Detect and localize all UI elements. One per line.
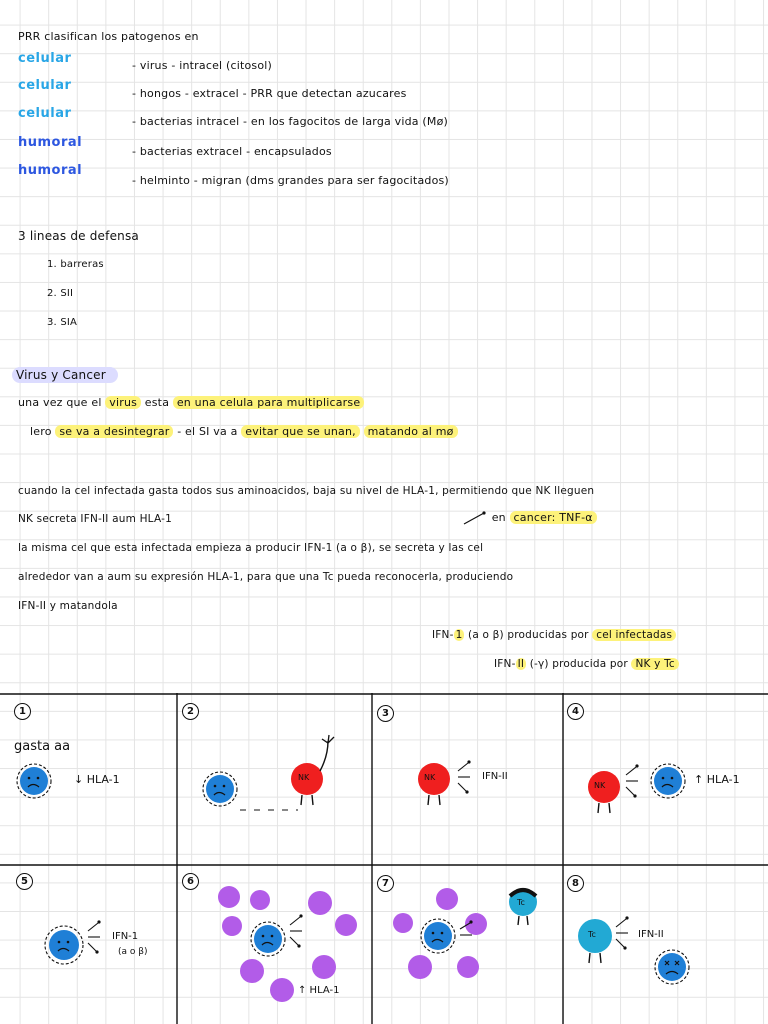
highlight: matando al mø — [364, 425, 458, 438]
secretion-arrows-icon — [624, 763, 646, 799]
nk-label: NK — [594, 781, 606, 790]
type-label: humoral — [18, 135, 83, 150]
highlight: virus — [105, 396, 141, 409]
paragraph-line: alrededor van a aum su expresión HLA-1, para que una Tc pueda reconocerla, produciendo — [18, 571, 514, 583]
text-fragment: lero — [30, 425, 52, 438]
defense-item: 1. barreras — [47, 259, 104, 270]
panel-number: 7 — [377, 875, 394, 892]
highlight: en una celula para multiplicarse — [173, 396, 364, 409]
text-fragment: en — [491, 511, 506, 524]
text-fragment: esta — [144, 396, 170, 409]
infected-cell-icon — [648, 761, 688, 801]
panel-number: 6 — [182, 873, 199, 890]
tc-cell-icon — [576, 917, 616, 967]
type-desc: - bacterias intracel - en los fagocitos de larga vida (Mø) — [132, 115, 449, 128]
infected-cell-icon — [42, 923, 86, 967]
panel-number: 5 — [16, 873, 33, 890]
ifn-row-1 — [432, 629, 676, 641]
nk-label: NK — [298, 773, 310, 782]
panel-1-title: gasta aa — [14, 739, 71, 754]
type-desc: - hongos - extracel - PRR que detectan azucares — [132, 87, 407, 100]
ifn-1-type-label: (a o β) — [118, 947, 148, 957]
secretion-arrows-icon — [456, 759, 480, 795]
highlight: NK y Tc — [631, 658, 678, 670]
secretion-arrows-icon — [86, 919, 108, 955]
infected-cell-icon — [418, 916, 458, 956]
purple-cell — [222, 916, 242, 936]
nk-cell-icon — [414, 759, 458, 809]
defense-item: 2. SII — [47, 288, 74, 299]
tc-label: Tc — [517, 898, 525, 907]
type-desc: - bacterias extracel - encapsulados — [132, 145, 332, 158]
ifn-ii-label: IFN-II — [638, 929, 664, 940]
type-label: celular — [18, 106, 72, 121]
infected-cell-icon — [14, 761, 54, 801]
purple-cell — [335, 914, 357, 936]
defense-item: 3. SIA — [47, 317, 78, 328]
type-label: humoral — [18, 163, 83, 178]
paragraph-aside — [462, 510, 597, 526]
text-fragment: IFN- — [494, 658, 516, 670]
virus-cancer-line-1 — [18, 396, 364, 409]
text-fragment: (-γ) producida por — [529, 658, 628, 670]
hla-up-label: ↑ HLA-1 — [298, 985, 340, 996]
purple-cell — [218, 886, 240, 908]
purple-cell — [250, 890, 270, 910]
text-fragment: IFN- — [432, 629, 454, 641]
purple-cell — [312, 955, 336, 979]
ifn-1-label: IFN-1 — [112, 931, 139, 942]
highlight: evitar que se unan, — [241, 425, 360, 438]
panel-number: 4 — [567, 703, 584, 720]
panel-number: 3 — [377, 705, 394, 722]
nk-cell-icon — [584, 767, 628, 817]
purple-cell — [436, 888, 458, 910]
purple-cell — [408, 955, 432, 979]
highlight: cel infectadas — [592, 629, 676, 641]
text-fragment: (a o β) producidas por — [468, 629, 589, 641]
purple-cell — [457, 956, 479, 978]
purple-cell — [393, 913, 413, 933]
paragraph-line: cuando la cel infectada gasta todos sus aminoacidos, baja su nivel de HLA-1, permitiendo que NK lleguen — [18, 485, 595, 497]
infected-cell-icon — [200, 769, 240, 809]
type-desc: - helminto - migran (dms grandes para ser fagocitados) — [132, 174, 449, 187]
highlight: se va a desintegrar — [55, 425, 173, 438]
dying-cell-icon — [652, 947, 692, 987]
secretion-arrows-icon — [614, 915, 636, 951]
highlight: cancer: TNF-α — [510, 511, 597, 524]
panel-number: 1 — [14, 703, 31, 720]
purple-cell — [308, 891, 332, 915]
defense-heading: 3 lineas de defensa — [18, 229, 139, 243]
highlight: 1 — [455, 629, 463, 641]
type-label: celular — [18, 78, 72, 93]
infected-cell-icon — [248, 919, 288, 959]
nk-cell-icon — [282, 731, 352, 811]
paragraph-line: IFN-II y matandola — [18, 600, 118, 612]
section-title — [12, 368, 118, 382]
intro-heading: PRR clasifican los patogenos en — [18, 30, 199, 43]
arrow-icon — [462, 510, 488, 526]
panel-number: 2 — [182, 703, 199, 720]
virus-cancer-title: Virus y Cancer — [12, 367, 118, 383]
text-fragment: una vez que el — [18, 396, 102, 409]
secretion-arrows-icon — [458, 919, 480, 949]
purple-cell — [270, 978, 294, 1002]
nk-label: NK — [424, 773, 436, 782]
paragraph-line: NK secreta IFN-II aum HLA-1 — [18, 513, 172, 525]
sketch-panels — [0, 693, 768, 1024]
panel-number: 8 — [567, 875, 584, 892]
tc-label: Tc — [588, 930, 596, 939]
virus-cancer-line-2 — [30, 425, 458, 438]
type-desc: - virus - intracel (citosol) — [132, 59, 273, 72]
ifn-row-2 — [494, 658, 679, 670]
text-fragment: - el SI va a — [177, 425, 238, 438]
type-label: celular — [18, 51, 72, 66]
hla-up-label: ↑ HLA-1 — [694, 773, 740, 786]
purple-cell — [240, 959, 264, 983]
hla-down-label: ↓ HLA-1 — [74, 773, 120, 786]
ifn-ii-label: IFN-II — [482, 771, 508, 782]
secretion-arrows-icon — [288, 913, 310, 949]
tc-cell-icon — [506, 885, 542, 929]
paragraph-line: la misma cel que esta infectada empieza a producir IFN-1 (a o β), se secreta y las cel — [18, 542, 484, 554]
highlight: II — [517, 658, 525, 670]
